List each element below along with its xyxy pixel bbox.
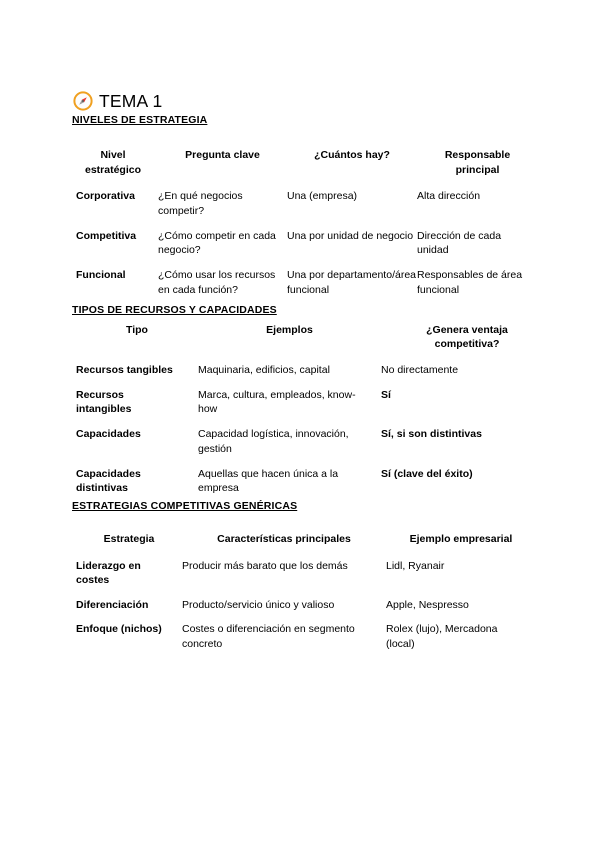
table-row (76, 189, 526, 229)
table-cell: No directamente (381, 363, 459, 376)
table-cell: Maquinaria, edificios, capital (198, 363, 330, 376)
section-heading-recursos: TIPOS DE RECURSOS Y CAPACIDADES (72, 303, 277, 316)
column-header: Pregunta clave (185, 149, 260, 161)
column-header: ¿Genera ventaja competitiva? (426, 323, 508, 350)
table-cell: Corporativa (76, 190, 135, 202)
title-text: TEMA 1 (99, 90, 163, 111)
table-cell: Sí, si son distintivas (381, 428, 482, 440)
table-row (76, 598, 536, 623)
table-cell: Alta dirección (417, 190, 481, 202)
table-row (76, 427, 531, 467)
table-cell: Enfoque (nichos) (76, 623, 162, 635)
table-cell: Producto/servicio único y valioso (182, 598, 335, 611)
table-row (76, 559, 536, 598)
table-niveles-estrategia (76, 148, 526, 308)
table-cell: ¿Cómo usar los recursos en cada función? (158, 269, 276, 296)
column-header: Ejemplo empresarial (409, 533, 513, 545)
table-cell: Capacidades (76, 428, 141, 440)
table-cell: Recursos tangibles (76, 363, 173, 376)
table-recursos-capacidades (76, 323, 531, 507)
table-cell: Funcional (76, 269, 126, 281)
table-cell: ¿Cómo competir en cada negocio? (158, 229, 276, 256)
table-cell: Rolex (lujo), Mercadona (local) (386, 623, 498, 650)
table-cell: Liderazgo en costes (76, 559, 141, 586)
table-cell: ¿En qué negocios competir? (158, 190, 243, 217)
table-header-row (76, 148, 526, 189)
table-header-row (76, 532, 536, 559)
table-cell: Costes o diferenciación en segmento concreto (182, 623, 355, 650)
table-cell: Dirección de cada unidad (417, 229, 502, 256)
table-cell: Marca, cultura, empleados, know-how (198, 388, 356, 415)
column-header: Ejemplos (266, 323, 313, 336)
table-row (76, 363, 531, 388)
table-row (76, 388, 531, 428)
table-cell: Competitiva (76, 229, 137, 242)
page-title (72, 88, 532, 114)
table-row (76, 268, 526, 308)
table-cell: Capacidad logística, innovación, gestión (198, 428, 349, 455)
table-cell: Producir más barato que los demás (182, 559, 348, 572)
table-cell: Una por departamento/área funcional (287, 269, 416, 296)
document-page (72, 88, 532, 661)
column-header: Responsable principal (444, 149, 511, 176)
table-estrategias-genericas (76, 532, 536, 661)
column-header: ¿Cuántos hay? (314, 149, 390, 161)
table-cell: Diferenciación (76, 598, 149, 611)
table-cell: Una (empresa) (287, 190, 358, 202)
column-header: Características principales (217, 533, 351, 545)
table-cell: Sí (381, 388, 391, 401)
table-row (76, 622, 536, 661)
table-cell: Sí (clave del éxito) (381, 467, 473, 480)
table-header-row (76, 323, 531, 363)
table-cell: Lidl, Ryanair (386, 559, 445, 572)
compass-icon (73, 91, 93, 111)
table-cell: Responsables de área funcional (417, 269, 523, 296)
column-header: Tipo (126, 323, 148, 336)
table-cell: Capacidades distintivas (76, 467, 141, 494)
table-row (76, 229, 526, 269)
table-cell: Una por unidad de negocio (287, 229, 414, 242)
section-heading-niveles: NIVELES DE ESTRATEGIA (72, 114, 208, 126)
table-cell: Apple, Nespresso (386, 598, 469, 611)
table-cell: Aquellas que hacen única a la empresa (198, 467, 339, 494)
table-cell: Recursos intangibles (76, 388, 132, 415)
section-heading-estrategias: ESTRATEGIAS COMPETITIVAS GENÉRICAS (72, 500, 298, 512)
column-header: Estrategia (103, 533, 155, 545)
column-header: Nivel estratégico (84, 149, 142, 176)
